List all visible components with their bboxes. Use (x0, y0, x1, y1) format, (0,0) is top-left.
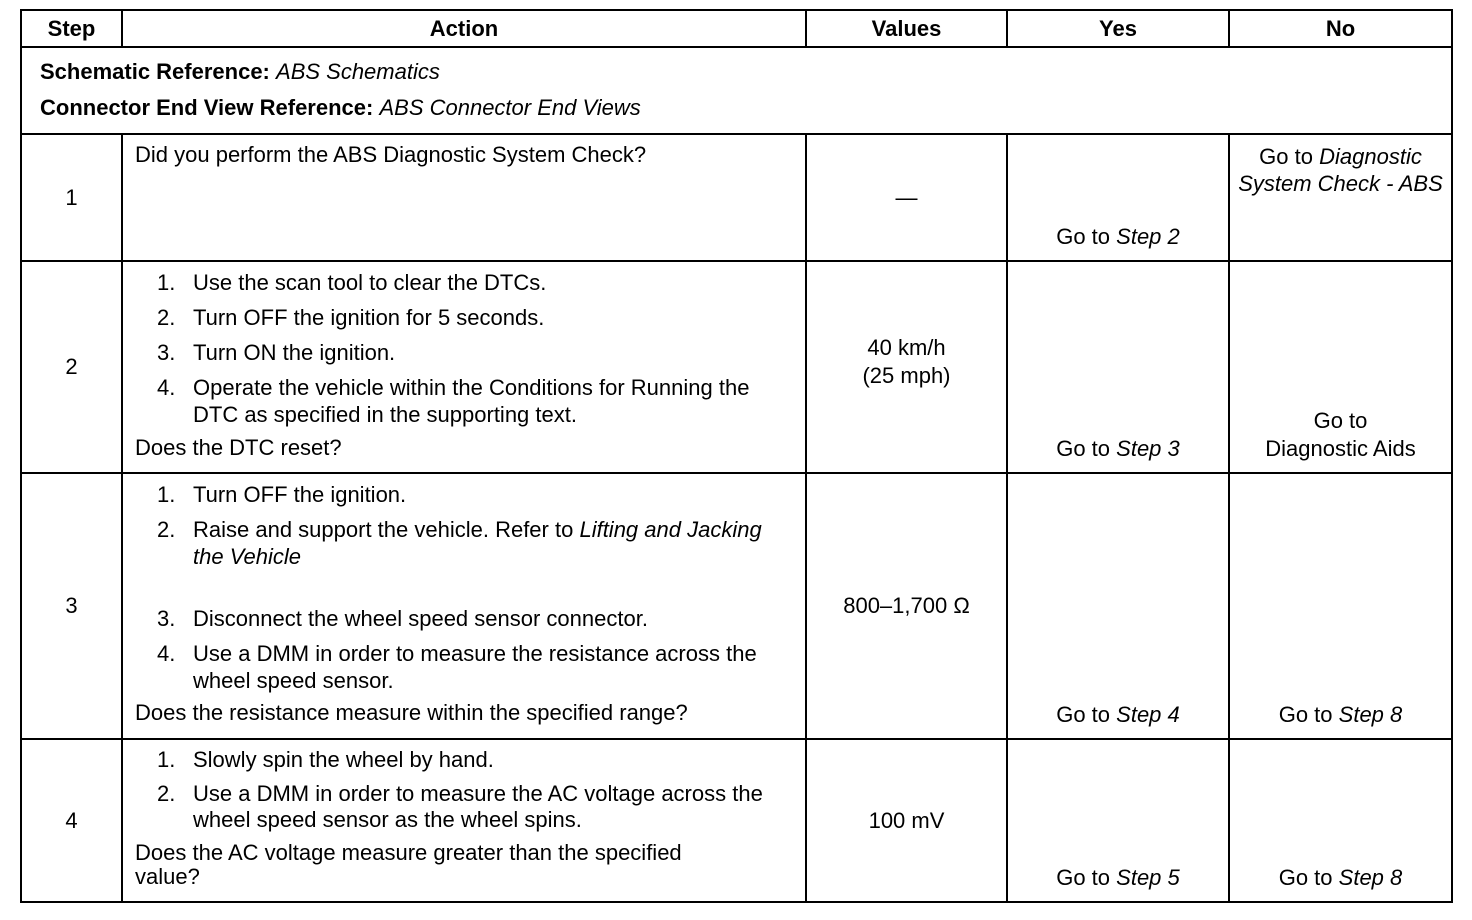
step-list (135, 481, 795, 694)
yes-action[interactable]: Go to Step 4 (1056, 702, 1180, 727)
yes-action[interactable]: Go to Step 3 (1056, 436, 1180, 461)
values-cell: 800–1,700 Ω (806, 473, 1007, 739)
no-cell (1229, 261, 1452, 473)
connector-reference (40, 90, 1451, 126)
yes-cell (1007, 134, 1229, 261)
no-action[interactable]: Go to Step 8 (1278, 702, 1403, 727)
step-number: 1 (21, 134, 122, 261)
yes-action[interactable]: Go to Step 2 (1056, 224, 1180, 249)
lifting-jacking-link[interactable]: Lifting and Jacking the Vehicle (193, 517, 762, 569)
list-item: 1. Turn OFF the ignition. (157, 482, 407, 507)
no-action[interactable]: Go to Diagnostic Aids (1265, 408, 1416, 461)
list-item: 2. Raise and support the vehicle. Refer to Lifting and Jacking the Vehicle (157, 517, 762, 569)
step-question: Does the resistance measure within the specified range? (135, 700, 688, 725)
header-step: Step (21, 10, 122, 47)
values-cell: — (806, 134, 1007, 261)
list-item: 4. Operate the vehicle within the Conditions for Running the DTC as specified in the supporting text. (157, 375, 750, 427)
table-row-step-3 (21, 473, 1452, 739)
list-item: 1. Use the scan tool to clear the DTCs. (157, 270, 547, 295)
action-cell (122, 134, 806, 261)
step-question: Does the AC voltage measure greater than the specified value? (135, 840, 682, 889)
connector-reference-label: Connector End View Reference: (40, 95, 374, 120)
values-cell: 100 mV (806, 739, 1007, 902)
yes-action[interactable]: Go to Step 5 (1056, 865, 1180, 890)
reference-cell (21, 47, 1452, 134)
table-row-step-2 (21, 261, 1452, 473)
value-speed-mph: (25 mph) (862, 363, 951, 388)
list-item: 3. Disconnect the wheel speed sensor connector. (157, 606, 648, 631)
step-number: 2 (21, 261, 122, 473)
header-row (21, 10, 1452, 47)
step-list (135, 269, 795, 428)
no-action[interactable]: Go to Step 8 (1278, 865, 1403, 890)
header-action: Action (122, 10, 806, 47)
table-row-step-4 (21, 739, 1452, 902)
values-cell (806, 261, 1007, 473)
value-speed-kmh: 40 km/h (867, 335, 946, 360)
no-action[interactable]: Go to Diagnostic System Check - ABS (1238, 144, 1443, 196)
list-item: 2. Turn OFF the ignition for 5 seconds. (157, 305, 545, 330)
reference-row (21, 47, 1452, 134)
list-item: 2. Use a DMM in order to measure the AC voltage across the wheel speed sensor as the wheel spins. (157, 781, 763, 832)
diagnostic-table (20, 9, 1453, 903)
step-question: Did you perform the ABS Diagnostic System Check? (135, 142, 647, 167)
list-item: 3. Turn ON the ignition. (157, 340, 396, 365)
list-item: 1. Slowly spin the wheel by hand. (157, 747, 494, 772)
yes-cell (1007, 739, 1229, 902)
no-cell (1229, 134, 1452, 261)
no-cell (1229, 739, 1452, 902)
step-list (135, 747, 795, 833)
schematic-reference-link[interactable]: ABS Schematics (276, 59, 440, 84)
list-item: 4. Use a DMM in order to measure the resistance across the wheel speed sensor. (157, 641, 757, 693)
yes-cell (1007, 473, 1229, 739)
yes-cell (1007, 261, 1229, 473)
action-cell (122, 473, 806, 739)
no-cell (1229, 473, 1452, 739)
action-cell (122, 739, 806, 902)
step-question: Does the DTC reset? (135, 435, 342, 460)
connector-reference-link[interactable]: ABS Connector End Views (379, 95, 641, 120)
step-number: 3 (21, 473, 122, 739)
action-cell (122, 261, 806, 473)
schematic-reference (40, 54, 1451, 90)
header-values: Values (806, 10, 1007, 47)
step-number: 4 (21, 739, 122, 902)
table-row-step-1 (21, 134, 1452, 261)
header-yes: Yes (1007, 10, 1229, 47)
header-no: No (1229, 10, 1452, 47)
schematic-reference-label: Schematic Reference: (40, 59, 270, 84)
